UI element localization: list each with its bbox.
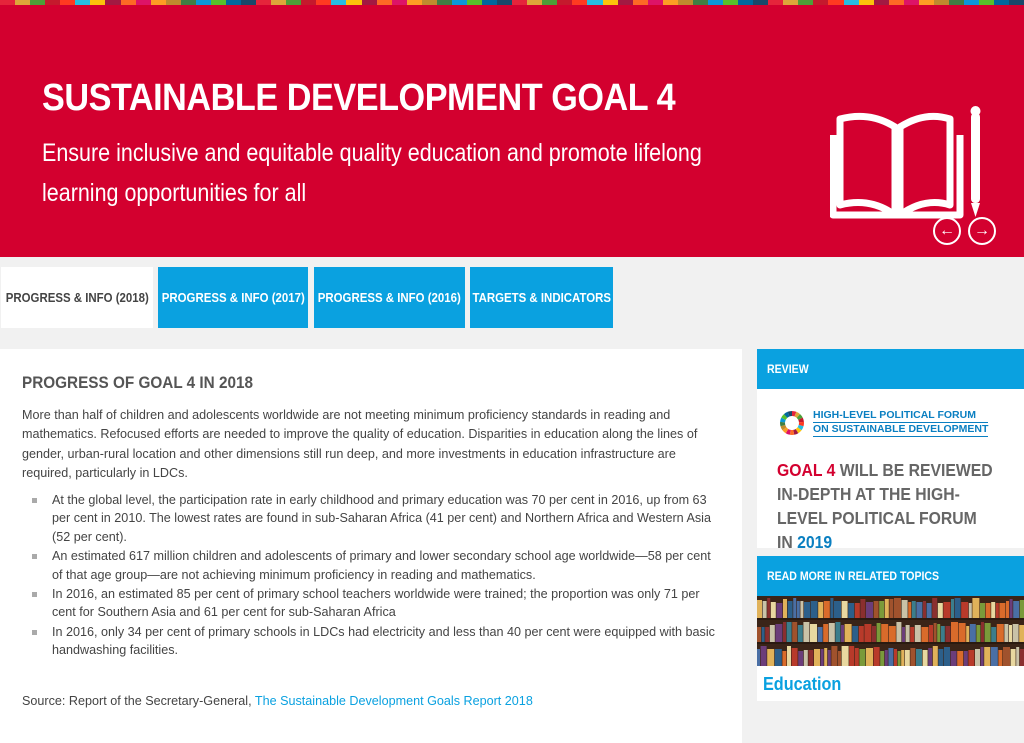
tab-progress-2018[interactable]: PROGRESS & INFO (2018) <box>1 267 153 328</box>
tab-progress-2016[interactable]: PROGRESS & INFO (2016) <box>314 267 465 328</box>
next-goal-button[interactable]: → <box>968 217 996 245</box>
review-header: REVIEW <box>757 349 1024 389</box>
prev-goal-button[interactable]: ← <box>933 217 961 245</box>
sdg-report-link[interactable]: The Sustainable Development Goals Report 2018 <box>254 694 533 708</box>
source-line <box>22 694 533 708</box>
page-title: SUSTAINABLE DEVELOPMENT GOAL 4 <box>42 77 676 119</box>
review-year: 2019 <box>797 532 833 552</box>
list-item: An estimated 617 million children and adolescents of primary and lower secondary school age worldwide—58 per cent of that age group—are not achieving minimum proficiency in reading and mathematics. <box>30 547 720 584</box>
related-topics-header: READ MORE IN RELATED TOPICS <box>757 556 1024 596</box>
hlpf-title-line2: ON SUSTAINABLE DEVELOPMENT <box>813 423 989 435</box>
progress-list <box>30 491 720 661</box>
hlpf-logo[interactable] <box>779 409 988 437</box>
section-heading: PROGRESS OF GOAL 4 IN 2018 <box>22 373 253 392</box>
related-topic-card[interactable] <box>757 596 1024 701</box>
goal-description: Ensure inclusive and equitable quality education and promote lifelong learning opportunities for all <box>42 139 702 207</box>
tab-targets-indicators[interactable]: TARGETS & INDICATORS <box>470 267 613 328</box>
list-item: In 2016, only 34 per cent of primary schools in LDCs had electricity and less than 40 per cent were equipped with basic handwashing facilities. <box>30 623 720 660</box>
list-item: In 2016, an estimated 85 per cent of primary school teachers worldwide were trained; the proportion was only 71 per cent for Southern Asia and 61 per cent for sub-Saharan Africa <box>30 585 720 622</box>
tab-progress-2017[interactable]: PROGRESS & INFO (2017) <box>158 267 308 328</box>
intro-paragraph: More than half of children and adolescents worldwide are not meeting minimum proficiency standards in reading and mathematics. Refocused efforts are needed to improve the quality of education. Disparities in education along the lines of gender, urban-rural location and other dimensions still run deep, and more investments in education infrastructure are required, particularly in LDCs. <box>22 408 698 481</box>
review-goal-label: GOAL 4 <box>777 460 836 480</box>
review-statement-text: WILL BE REVIEWED IN-DEPTH AT THE HIGH-LEVEL POLITICAL FORUM IN <box>777 460 993 552</box>
hlpf-title-line1: HIGH-LEVEL POLITICAL FORUM <box>813 409 988 423</box>
review-statement <box>777 458 993 554</box>
education-link[interactable]: Education <box>763 674 842 694</box>
main-content <box>0 349 742 743</box>
source-prefix: Source: Report of the Secretary-General, <box>22 694 252 708</box>
list-item: At the global level, the participation rate in early childhood and primary education was 70 per cent in 2016, up from 63 per cent in 2010. The lowest rates are found in sub-Saharan Africa (41 per cent) and Northern Africa and Western Asia (52 per cent). <box>30 491 720 546</box>
bookshelf-image <box>757 596 1024 666</box>
hero-banner <box>0 5 1024 257</box>
sdg-wheel-icon <box>779 410 805 436</box>
review-box <box>757 389 1024 552</box>
book-pencil-icon <box>830 105 1000 225</box>
